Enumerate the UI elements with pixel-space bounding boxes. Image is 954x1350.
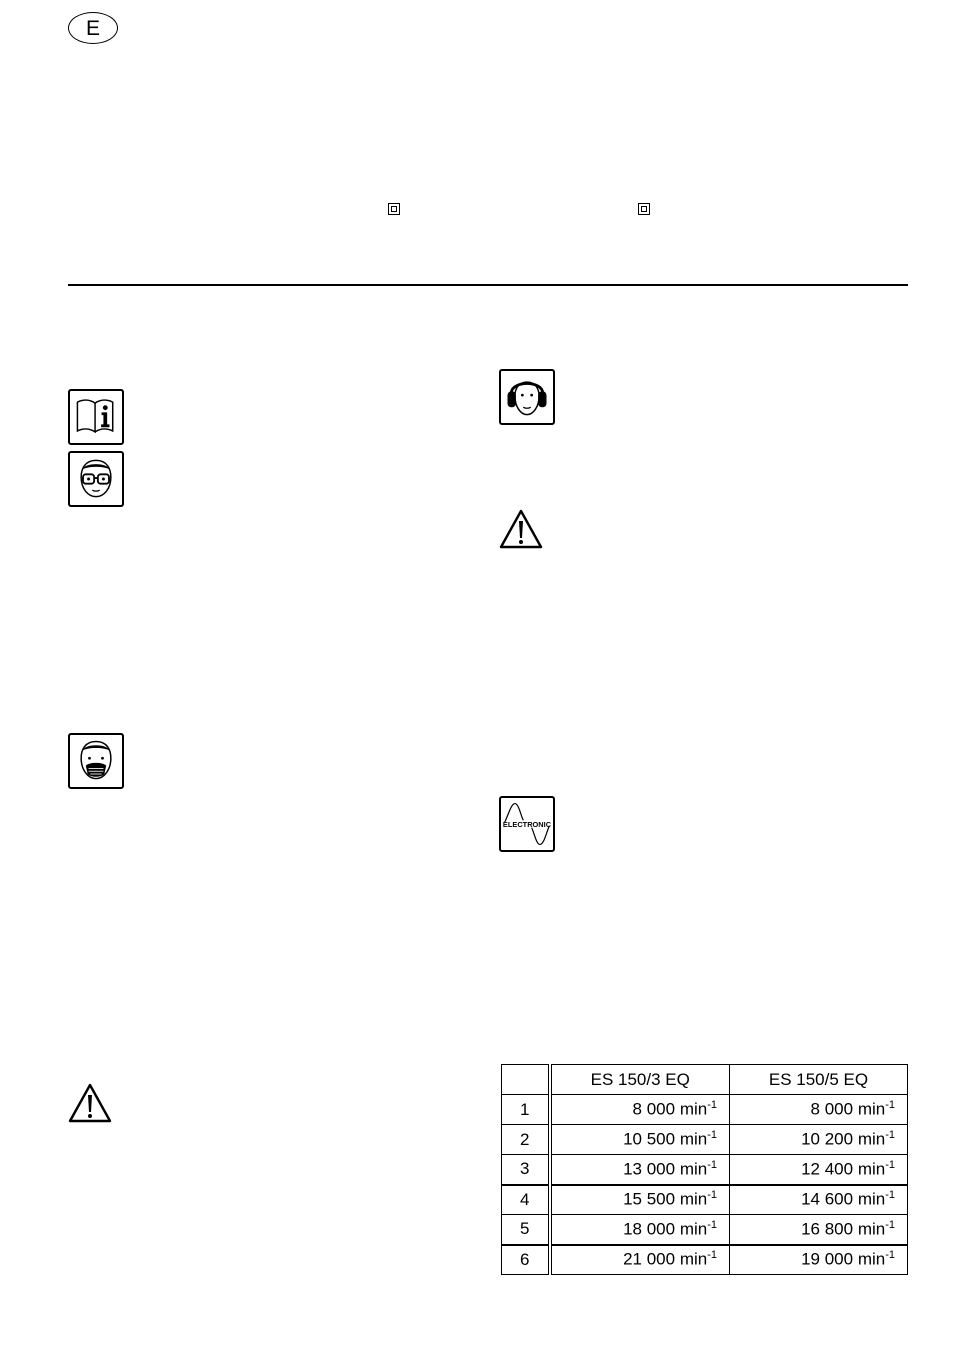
table-header-stage: [502, 1065, 550, 1095]
speed-value: 18 000: [623, 1219, 676, 1239]
stage-cell: 3: [502, 1155, 550, 1185]
speed-value: 19 000: [801, 1250, 854, 1270]
speed-cell: [730, 1215, 908, 1245]
table-row: [502, 1155, 908, 1185]
table-row: [502, 1125, 908, 1155]
speed-cell: [550, 1185, 730, 1215]
speed-unit-exponent: -1: [707, 1158, 717, 1171]
double-square-icon: [388, 203, 400, 215]
speed-unit-exponent: -1: [885, 1099, 895, 1112]
stage-cell: 6: [502, 1245, 550, 1275]
speed-value: 14 600: [801, 1190, 854, 1210]
table-row: [502, 1245, 908, 1275]
speed-value: 10 200: [801, 1129, 854, 1149]
speed-value: 13 000: [623, 1159, 676, 1179]
speed-unit: min: [679, 1129, 708, 1149]
double-square-icon: [638, 203, 650, 215]
speed-cell: [550, 1155, 730, 1185]
speed-unit-exponent: -1: [885, 1129, 895, 1142]
speed-unit-exponent: -1: [707, 1099, 717, 1112]
table-header-row: [502, 1065, 908, 1095]
dust-mask-icon: [68, 733, 124, 789]
speed-unit: min: [679, 1250, 708, 1270]
speed-cell: [730, 1185, 908, 1215]
speed-table: [501, 1064, 908, 1275]
section-divider: [68, 284, 908, 286]
speed-cell: [730, 1155, 908, 1185]
speed-unit: min: [857, 1219, 886, 1239]
speed-unit: min: [679, 1099, 708, 1119]
speed-cell: [550, 1215, 730, 1245]
stage-cell: 1: [502, 1095, 550, 1125]
electronic-label: ELECTRONIC: [502, 819, 552, 829]
language-badge-label: E: [85, 16, 100, 40]
speed-unit: min: [857, 1159, 886, 1179]
speed-cell: [730, 1095, 908, 1125]
language-badge: [68, 12, 118, 44]
speed-value: 21 000: [623, 1250, 676, 1270]
speed-cell: [730, 1125, 908, 1155]
table-row: [502, 1185, 908, 1215]
speed-unit: min: [679, 1190, 708, 1210]
speed-value: 10 500: [623, 1129, 676, 1149]
table-header-model-a: ES 150/3 EQ: [550, 1065, 730, 1095]
speed-unit-exponent: -1: [707, 1189, 717, 1202]
read-manual-icon: [68, 389, 124, 445]
speed-cell: [730, 1245, 908, 1275]
speed-value: 8 000: [632, 1099, 676, 1119]
table-header-model-b: ES 150/5 EQ: [730, 1065, 908, 1095]
speed-unit: min: [857, 1129, 886, 1149]
stage-cell: 5: [502, 1215, 550, 1245]
speed-unit: min: [857, 1190, 886, 1210]
speed-value: 16 800: [801, 1219, 854, 1239]
speed-unit-exponent: -1: [885, 1249, 895, 1262]
safety-goggles-icon: [68, 451, 124, 507]
speed-value: 12 400: [801, 1159, 854, 1179]
speed-unit-exponent: -1: [707, 1218, 717, 1231]
speed-unit: min: [857, 1250, 886, 1270]
table-row: [502, 1095, 908, 1125]
ear-protection-icon: [499, 369, 555, 425]
speed-unit-exponent: -1: [885, 1158, 895, 1171]
stage-cell: 4: [502, 1185, 550, 1215]
speed-unit-exponent: -1: [707, 1129, 717, 1142]
speed-unit: min: [679, 1159, 708, 1179]
speed-unit: min: [857, 1099, 886, 1119]
warning-triangle-icon: [498, 508, 544, 550]
speed-value: 15 500: [623, 1190, 676, 1210]
speed-unit-exponent: -1: [885, 1189, 895, 1202]
speed-unit: min: [679, 1219, 708, 1239]
stage-cell: 2: [502, 1125, 550, 1155]
speed-cell: [550, 1095, 730, 1125]
speed-unit-exponent: -1: [885, 1218, 895, 1231]
speed-cell: [550, 1245, 730, 1275]
table-row: [502, 1215, 908, 1245]
speed-value: 8 000: [810, 1099, 854, 1119]
electronic-symbol-icon: [499, 796, 555, 852]
speed-cell: [550, 1125, 730, 1155]
speed-unit-exponent: -1: [707, 1249, 717, 1262]
warning-triangle-icon: [67, 1082, 113, 1124]
